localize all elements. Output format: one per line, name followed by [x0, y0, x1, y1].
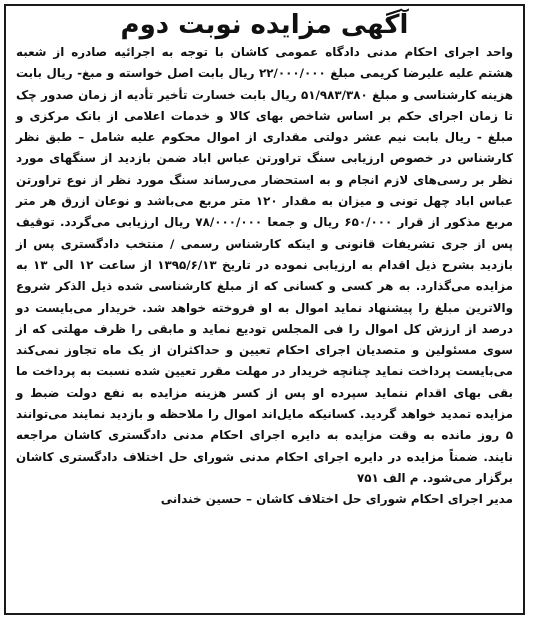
notice-title: آگهی مزایده نوبت دوم — [120, 10, 409, 40]
notice-body: واحد اجرای احکام مدنی دادگاه عمومی کاشان با توجه به اجرائیه صادره از شعبه هشتم علیه علیرضا کریمی مبلغ ۲۲/۰۰۰/۰۰۰ ریال بابت اصل خواسته و مبغ- ریال بابت هزینه کارشناسی و مبلغ ۵۱/۹۸۳/۳۸۰ ریال بابت خسارت تأخیر تأدیه از زمان صدور چک تا زمان اجرای حکم بر اساس شاخص بهای کالا و خدمات اعلامی از بانک مرکزی و مبلغ - ریال بابت نیم عشر دولتی مقداری از اموال محکوم علیه شامل – طبق نظر کارشناس در خصوص ارزیابی سنگ تراورتن عباس اباد ضمن بازدید از سنگهای مورد نظر بر رسی‌های لازم انجام و به استحضار می‌رساند سنگ مورد نظر از نوع تراورتن عباس اباد چهل تونی و میزان به مقدار ۱۲۰ متر مربع می‌باشد و نوعان ازرق هر متر مربع مذکور از قرار ۶۵۰/۰۰۰ ریال و جمعا ۷۸/۰۰۰/۰۰۰ ریال ارزیابی می‌گردد. توقیف پس از جری تشریفات قانونی و اینکه کارشناس رسمی / منتخب دادگستری پس از بازدید بشرح ذیل اقدام به ارزیابی نموده در تاریخ ۱۳۹۵/۶/۱۳ از ساعت ۱۲ الی ۱۳ به مزایده می‌گذارد. به هر کسی و کسانی که از مبلغ کارشناسی شده ذیل الذکر شروع والاترین مبلغ را پیشنهاد نماید اموال به او فروخته خواهد شد. خریدار می‌بایست دو درصد از ارزش کل اموال را فی المجلس تودیع نماید و مابقی را ظرف مهلتی که از سوی مسئولین و متصدیان اجرای احکام تعیین و حداکثران از یک ماه تجاوز نمی‌کند می‌بایست پرداخت نماید چنانچه خریدار در مهلت مقرر تعیین شده نسبت به پرداخت ما بقی بهای اقدام ننماید سپرده او پس از کسر هزینه مزایده به نفع دولت ضبط و مزایده تمدید خواهد گردید. کسانیکه مایل‌اند اموال را ملاحظه و بازدید نمایند می‌توانند ۵ روز مانده به وقت مزایده به دایره اجرای احکام مدنی دادگستری کاشان مراجعه نایند. ضمناً مزایده در دایره اجرای احکام مدنی شورای حل اختلاف دادگستری کاشان برگزار می‌شود. م الف ۷۵۱ — [16, 45, 514, 485]
notice-signature: مدیر اجرای احکام شورای حل اختلاف کاشان – حسین خندانی — [160, 492, 513, 507]
auction-notice — [4, 4, 525, 615]
